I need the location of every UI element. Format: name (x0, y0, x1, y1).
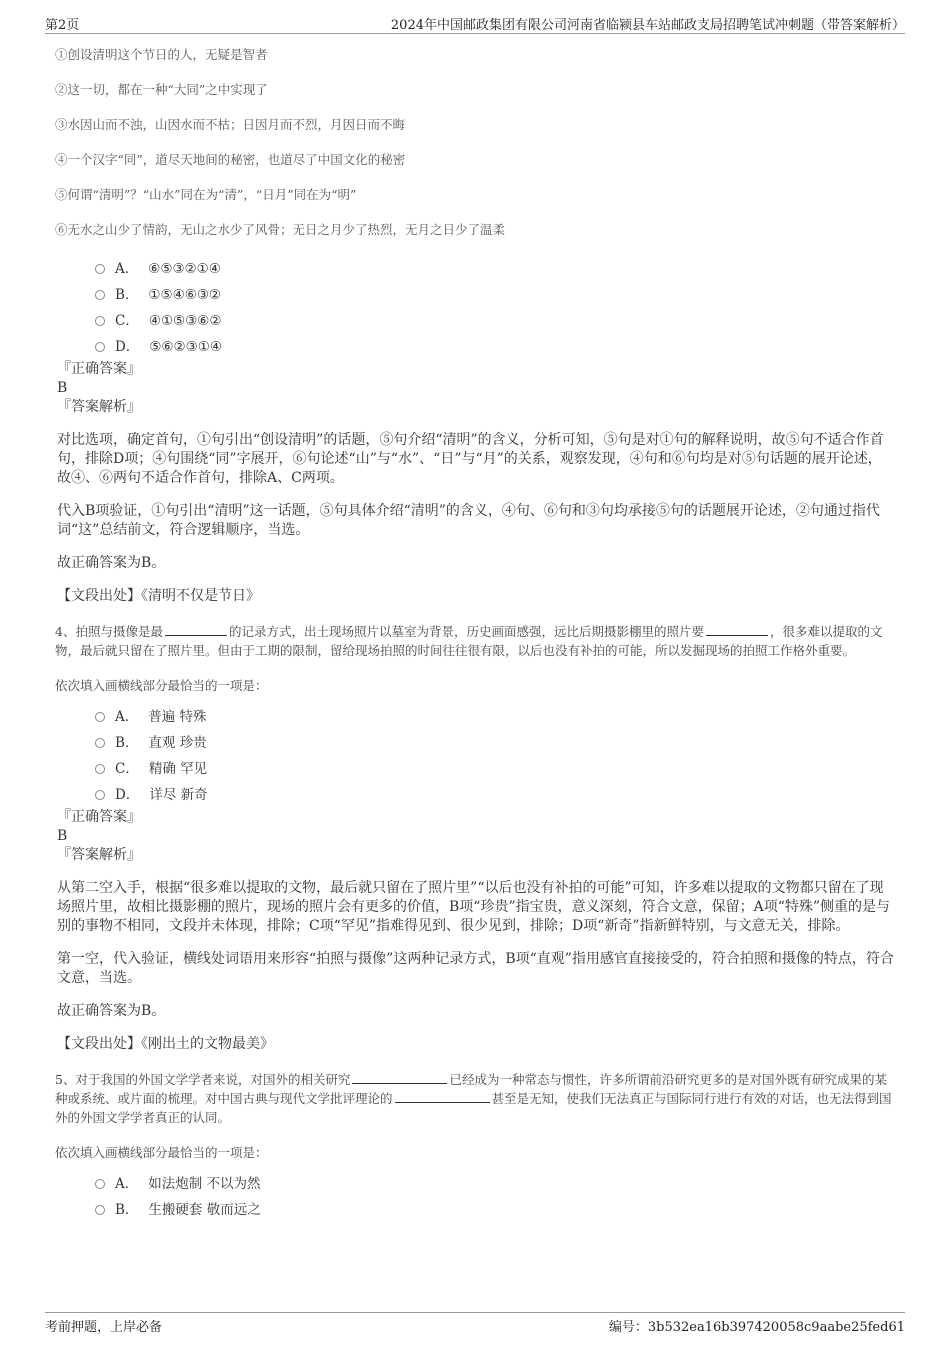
analysis-label: 『答案解析』 (57, 847, 141, 863)
option-letter: B． (115, 1202, 139, 1218)
q3-sentences (55, 46, 895, 239)
fill-blank (706, 622, 768, 636)
option-b[interactable] (95, 282, 895, 308)
footer-slogan: 考前押题，上岸必备 (45, 1320, 163, 1335)
option-b[interactable] (95, 1197, 895, 1223)
option-letter: A． (115, 261, 139, 277)
analysis-paragraph: 对比选项，确定首句，①句引出“创设清明”的话题，⑤句介绍“清明”的含义，分析可知，⑤句是对①句的解释说明，故⑤句不适合作首句，排除D项；④句围绕“同”字展开，⑥句论述“山”与“水”、“日”与“月”的关系，观察发现，④句和⑥句均是对⑤句话题的展开论述，故④、⑥两句不适合作首句，排除A、C两项。 (57, 432, 884, 486)
option-text: ⑥⑤③②①④ (148, 261, 221, 277)
option-text: 精确 罕见 (148, 761, 208, 777)
option-d[interactable] (95, 334, 895, 360)
option-text: 普遍 特殊 (148, 709, 207, 725)
radio-icon[interactable] (95, 342, 105, 352)
q5-options (95, 1171, 895, 1223)
radio-icon[interactable] (95, 1179, 105, 1189)
stem-text: 5、对于我国的外国文学学者来说，对国外的相关研究 (55, 1072, 351, 1087)
page-content (55, 46, 895, 1223)
fill-blank (395, 1089, 490, 1103)
option-text: 如法炮制 不以为然 (148, 1176, 261, 1192)
option-b[interactable] (95, 730, 895, 756)
sentence: ①创设清明这个节日的人，无疑是智者 (55, 47, 268, 62)
radio-icon[interactable] (95, 1205, 105, 1215)
footer-divider (45, 1312, 905, 1313)
radio-icon[interactable] (95, 264, 105, 274)
option-letter: C． (115, 313, 139, 329)
stem-text: ，很多难以提取的文物，最后就只留在了照片里。但由于工期的限制，留给现场拍照的时间往往很有限，以后也没有补拍的可能，所以发掘现场的拍照工作格外重要。 (55, 624, 883, 658)
analysis-paragraph: 第一空，代入验证，横线处词语用来形容“拍照与摄像”这两种记录方式，B项“直观”指用感官直接接受的，符合拍照和摄像的特点，符合文意，当选。 (57, 951, 894, 986)
question-prompt: 依次填入画横线部分最恰当的一项是： (55, 678, 268, 693)
page-footer (45, 1312, 905, 1335)
analysis-paragraph: 从第二空入手，根据“很多难以提取的文物，最后就只留在了照片里”“以后也没有补拍的可能”可知，许多难以提取的文物都只留在了现场照片里，故相比摄影棚的照片，现场的照片会有更多的价值，B项“珍贵”指宝贵，意义深刻，符合文意，保留；A项“特殊”侧重的是与别的事物不相同，文段并未体现，排除；C项“罕见”指难得见到、很少见到，排除；D项“新奇”指新鲜特别，与文意无关，排除。 (57, 880, 891, 934)
radio-icon[interactable] (95, 764, 105, 774)
radio-icon[interactable] (95, 738, 105, 748)
option-text: 生搬硬套 敬而远之 (148, 1202, 261, 1218)
question-prompt: 依次填入画横线部分最恰当的一项是： (55, 1145, 268, 1160)
option-letter: B． (115, 287, 139, 303)
fill-blank (352, 1070, 447, 1084)
option-c[interactable] (95, 308, 895, 334)
option-letter: A． (115, 1176, 139, 1192)
analysis-paragraph: 故正确答案为B。 (57, 555, 166, 571)
option-letter: C． (115, 761, 139, 777)
stem-text: 4、拍照与摄像是最 (55, 624, 163, 639)
stem-text: 已经成为一种常态与惯性，许多所谓前沿研究更多的是对国外既有研究成果的某种或系统、或片面的梳理。对中国古典与现代文学批评理论的 (55, 1072, 887, 1106)
option-letter: A． (115, 709, 139, 725)
option-text: ⑤⑥②③①④ (149, 339, 222, 355)
option-text: ④①⑤③⑥② (148, 313, 222, 329)
source-citation: 【文段出处】《清明不仅是节日》 (57, 588, 260, 604)
fill-blank (165, 622, 227, 636)
radio-icon[interactable] (95, 790, 105, 800)
option-text: ①⑤④⑥③② (148, 287, 222, 303)
analysis-label: 『答案解析』 (57, 399, 141, 415)
question-4-stem (55, 622, 895, 660)
stem-text: 甚至是无知，使我们无法真正与国际同行进行有效的对话，也无法得到国外的外国文学学者真正的认同。 (55, 1091, 892, 1125)
option-d[interactable] (95, 782, 895, 808)
q4-options (95, 704, 895, 808)
option-a[interactable] (95, 1171, 895, 1197)
analysis-paragraph: 故正确答案为B。 (57, 1003, 166, 1019)
option-a[interactable] (95, 256, 895, 282)
option-letter: B． (115, 735, 139, 751)
answer-value: B (57, 828, 68, 844)
option-letter: D． (115, 787, 140, 803)
document-title: 2024年中国邮政集团有限公司河南省临颍县车站邮政支局招聘笔试冲刺题（带答案解析） (390, 18, 905, 33)
stem-text: 的记录方式，出土现场照片以墓室为背景，历史画面感强，远比后期摄影棚里的照片要 (228, 624, 704, 639)
option-a[interactable] (95, 704, 895, 730)
option-text: 详尽 新奇 (149, 787, 208, 803)
answer-label: 『正确答案』 (57, 809, 141, 825)
answer-label: 『正确答案』 (57, 361, 141, 377)
document-id: 编号：3b532ea16b397420058c9aabe25fed61 (608, 1320, 905, 1335)
option-c[interactable] (95, 756, 895, 782)
sentence: ④一个汉字“同”，道尽天地间的秘密，也道尽了中国文化的秘密 (55, 152, 406, 167)
question-5-stem (55, 1070, 895, 1127)
source-citation: 【文段出处】《刚出土的文物最美》 (57, 1036, 274, 1052)
radio-icon[interactable] (95, 290, 105, 300)
sentence: ③水因山而不浊，山因水而不枯；日因月而不烈，月因日而不晦 (55, 117, 406, 132)
header-divider (45, 33, 905, 34)
option-text: 直观 珍贵 (148, 735, 207, 751)
sentence: ⑤何谓“清明”？“山水”同在为“清”，“日月”同在为“明” (55, 187, 357, 202)
radio-icon[interactable] (95, 316, 105, 326)
q3-options (95, 256, 895, 360)
answer-value: B (57, 380, 68, 396)
radio-icon[interactable] (95, 712, 105, 722)
analysis-paragraph: 代入B项验证，①句引出“清明”这一话题，⑤句具体介绍“清明”的含义，④句、⑥句和③句均承接⑤句的话题展开论述，②句通过指代词“这”总结前文，符合逻辑顺序，当选。 (57, 503, 880, 538)
option-letter: D． (115, 339, 140, 355)
sentence: ⑥无水之山少了情韵，无山之水少了风骨；无日之月少了热烈，无月之日少了温柔 (55, 222, 506, 237)
sentence: ②这一切，都在一种“大同”之中实现了 (55, 82, 268, 97)
page-header (45, 14, 905, 34)
page-number: 第2页 (45, 18, 80, 33)
